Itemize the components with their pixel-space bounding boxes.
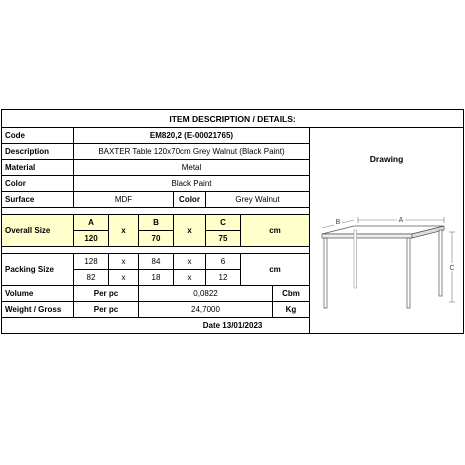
packing-row2-c: 12 — [206, 270, 241, 286]
item-details-table — [1, 109, 464, 334]
color-label: Color — [2, 176, 74, 192]
code-value: EM820,2 (E-00021765) — [74, 128, 310, 144]
document-date: Date 13/01/2023 — [2, 318, 464, 334]
overall-value-b: 70 — [139, 231, 174, 247]
dimension-b-label: B — [335, 219, 341, 226]
weight-per: Per pc — [74, 302, 139, 318]
color-value: Black Paint — [74, 176, 310, 192]
code-label: Code — [2, 128, 74, 144]
material-value: Metal — [74, 160, 310, 176]
overall-size-label: Overall Size — [2, 215, 74, 247]
dimension-c-label: C — [449, 265, 455, 272]
weight-value: 24,7000 — [139, 302, 273, 318]
packing-unit: cm — [241, 254, 310, 286]
drawing-cell — [310, 128, 464, 334]
packing-row2-a: 82 — [74, 270, 109, 286]
spacer-row — [2, 208, 310, 215]
packing-row1-b: 84 — [139, 254, 174, 270]
surface-color-label: Color — [174, 192, 206, 208]
surface-label: Surface — [2, 192, 74, 208]
packing-row2-b: 18 — [139, 270, 174, 286]
surface-value: MDF — [74, 192, 174, 208]
surface-color-value: Grey Walnut — [206, 192, 310, 208]
overall-header-a: A — [74, 215, 109, 231]
volume-per: Per pc — [74, 286, 139, 302]
material-label: Material — [2, 160, 74, 176]
packing-row2-sep1: x — [109, 270, 139, 286]
spacer-row — [2, 247, 310, 254]
description-label: Description — [2, 144, 74, 160]
overall-unit: cm — [241, 215, 310, 247]
packing-row1-c: 6 — [206, 254, 241, 270]
item-details-sheet — [1, 109, 463, 359]
volume-value: 0,0822 — [139, 286, 273, 302]
overall-sep-2: x — [174, 215, 206, 247]
overall-header-b: B — [139, 215, 174, 231]
packing-row1-sep1: x — [109, 254, 139, 270]
sheet-title: ITEM DESCRIPTION / DETAILS: — [2, 110, 464, 128]
packing-size-label: Packing Size — [2, 254, 74, 286]
volume-label: Volume — [2, 286, 74, 302]
table-drawing — [314, 212, 459, 317]
packing-row1-a: 128 — [74, 254, 109, 270]
overall-header-c: C — [206, 215, 241, 231]
packing-row2-sep2: x — [174, 270, 206, 286]
overall-value-a: 120 — [74, 231, 109, 247]
weight-label: Weight / Gross — [2, 302, 74, 318]
overall-sep-1: x — [109, 215, 139, 247]
overall-value-c: 75 — [206, 231, 241, 247]
packing-row1-sep2: x — [174, 254, 206, 270]
volume-unit: Cbm — [273, 286, 310, 302]
dimension-a-label: A — [398, 217, 404, 224]
description-value: BAXTER Table 120x70cm Grey Walnut (Black Paint) — [74, 144, 310, 160]
weight-unit: Kg — [273, 302, 310, 318]
drawing-label: Drawing — [369, 154, 404, 164]
